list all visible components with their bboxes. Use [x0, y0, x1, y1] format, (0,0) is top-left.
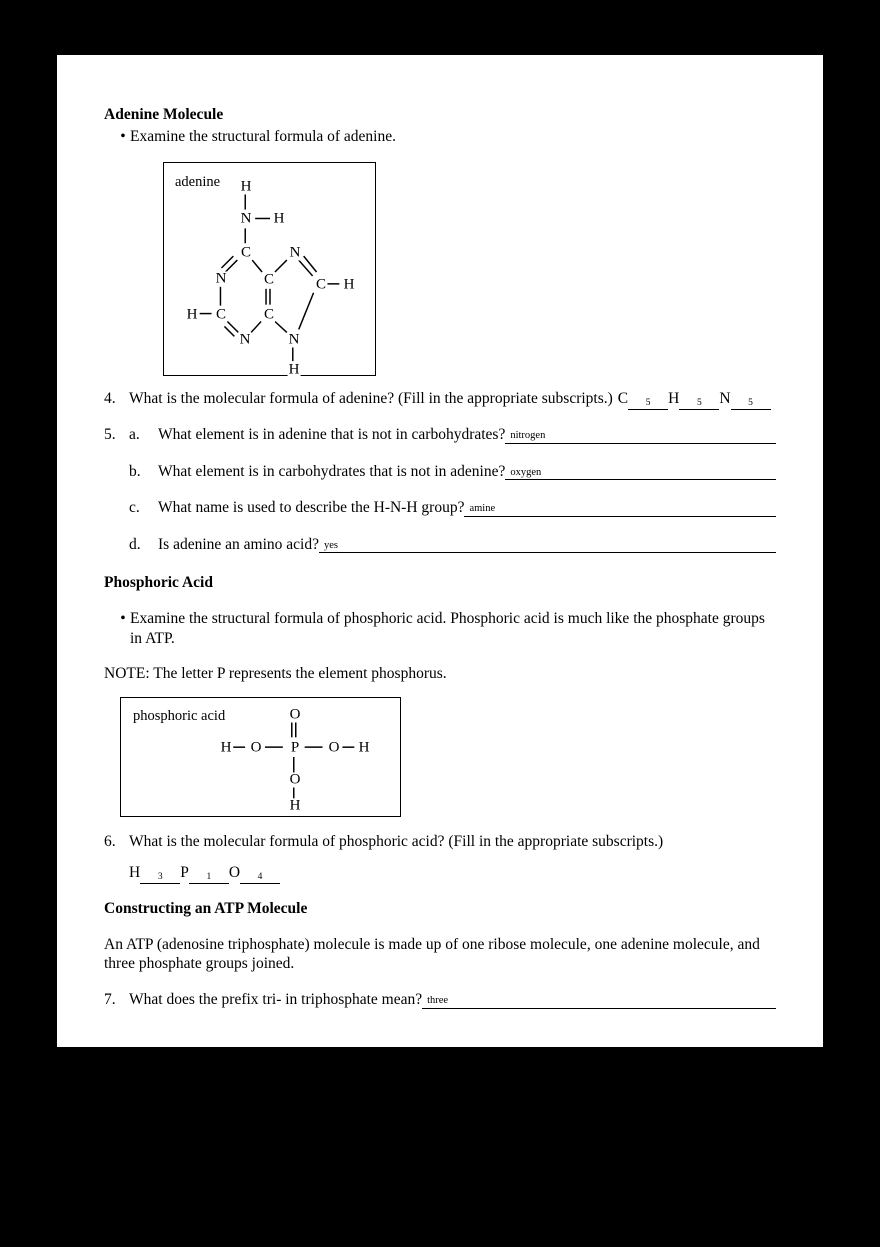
adenine-atom-h-amine-right: H: [273, 210, 285, 227]
phosphoric-atom-o-right: O: [328, 739, 340, 756]
formula-subscript-h[interactable]: 5: [679, 399, 719, 410]
phosphorus-note: NOTE: The letter P represents the element phosphorus.: [104, 665, 447, 683]
question-5a-answer[interactable]: nitrogen: [505, 430, 776, 444]
adenine-atom-n-ring-upper-right: N: [289, 244, 301, 261]
question-7-number: 7.: [104, 991, 116, 1009]
question-6-text: What is the molecular formula of phosphoric acid? (Fill in the appropriate subscripts.): [129, 833, 664, 851]
question-6-formula-answer: [129, 864, 280, 882]
formula-subscript-o[interactable]: 4: [240, 873, 280, 884]
formula-element-o: O: [228, 864, 241, 882]
question-4-number: 4.: [104, 390, 116, 408]
question-5d-row: [104, 536, 776, 555]
phosphoric-atom-h-bottom: H: [289, 797, 301, 814]
question-5c-row: [104, 499, 776, 518]
formula-subscript-h[interactable]: 3: [140, 873, 180, 884]
question-5c-text: What name is used to describe the H-N-H group?: [158, 499, 465, 517]
page-content: [104, 105, 776, 1010]
question-5b-row: [104, 463, 776, 482]
phosphoric-diagram-label: phosphoric acid: [133, 708, 226, 725]
formula-subscript-n[interactable]: 5: [731, 399, 771, 410]
question-5c-letter: c.: [129, 499, 140, 517]
question-4-formula-answer: [618, 390, 771, 408]
adenine-atom-n-ring-left: N: [215, 270, 227, 287]
phosphoric-atom-o-bottom: O: [289, 771, 301, 788]
phosphoric-atom-p-center: P: [290, 739, 300, 756]
adenine-atom-c-center-upper: C: [263, 271, 275, 288]
adenine-atom-c-ring-right: C: [315, 276, 327, 293]
question-5b-text: What element is in carbohydrates that is not in adenine?: [158, 462, 506, 480]
formula-element-n: N: [719, 390, 731, 408]
phosphoric-bullet-item: [104, 609, 776, 649]
adenine-atom-n-bottom-right: N: [288, 331, 300, 348]
question-6-row: [104, 833, 776, 851]
formula-subscript-c[interactable]: 5: [628, 399, 668, 410]
adenine-atom-h-ring-left: H: [186, 306, 198, 323]
adenine-atom-c-center-lower: C: [263, 306, 275, 323]
phosphoric-acid-section-heading: Phosphoric Acid: [104, 574, 213, 592]
question-4-row: [104, 390, 776, 408]
bullet-icon: •: [120, 609, 126, 627]
bullet-icon: •: [120, 128, 126, 146]
question-6-formula-row: [129, 864, 776, 882]
document-page: [57, 55, 823, 1047]
phosphoric-acid-structure-diagram: [120, 697, 401, 817]
formula-element-p: P: [180, 864, 189, 882]
question-6-number: 6.: [104, 833, 116, 851]
phosphoric-atom-h-left: H: [220, 739, 232, 756]
adenine-diagram-label: adenine: [175, 174, 221, 191]
atp-section-heading: Constructing an ATP Molecule: [104, 900, 308, 918]
adenine-section-heading: Adenine Molecule: [104, 106, 224, 123]
formula-element-h: H: [668, 390, 680, 408]
adenine-atom-h-ring-right: H: [343, 276, 355, 293]
question-7-text: What does the prefix tri- in triphosphate mean?: [129, 991, 423, 1009]
phosphoric-atom-o-left: O: [250, 739, 262, 756]
question-5-number: 5.: [104, 426, 116, 444]
formula-element-c: C: [617, 390, 629, 408]
adenine-bullet-text: Examine the structural formula of adenine.: [130, 128, 396, 146]
adenine-atom-c-ring-left-lower: C: [215, 306, 227, 323]
question-7-row: [104, 991, 776, 1010]
adenine-atom-h-top: H: [240, 178, 252, 195]
adenine-bullet-item: [104, 127, 776, 147]
question-5a-letter: a.: [129, 426, 140, 444]
adenine-atom-c-top: C: [240, 244, 252, 261]
question-5d-letter: d.: [129, 535, 141, 553]
question-5d-text: Is adenine an amino acid?: [158, 535, 319, 553]
question-7-answer[interactable]: three: [422, 995, 776, 1009]
adenine-atom-h-bottom: H: [288, 361, 300, 378]
question-5c-answer[interactable]: amine: [464, 503, 776, 517]
phosphoric-bullet-text: Examine the structural formula of phosphoric acid. Phosphoric acid is much like the phosphate groups in ATP.: [130, 609, 765, 647]
phosphoric-bond-lines: [121, 698, 400, 816]
formula-element-h: H: [129, 864, 141, 882]
adenine-atom-n-bottom-left: N: [239, 331, 251, 348]
adenine-structure-diagram: [163, 162, 376, 376]
phosphoric-atom-o-top: O: [289, 706, 301, 723]
question-5a-row: [104, 426, 776, 445]
adenine-bond-lines: [164, 163, 375, 375]
question-5b-letter: b.: [129, 462, 141, 480]
question-4-text: What is the molecular formula of adenine? (Fill in the appropriate subscripts.): [129, 390, 613, 408]
adenine-atom-n-amine: N: [240, 210, 252, 227]
formula-subscript-p[interactable]: 1: [189, 873, 229, 884]
atp-description-paragraph: An ATP (adenosine triphosphate) molecule is made up of one ribose molecule, one adenine molecule, and three phosphate groups joined.: [104, 935, 760, 973]
question-5b-answer[interactable]: oxygen: [505, 467, 776, 481]
question-5a-text: What element is in adenine that is not in carbohydrates?: [158, 426, 506, 444]
question-5d-answer[interactable]: yes: [319, 540, 776, 554]
phosphoric-atom-h-right: H: [358, 739, 370, 756]
